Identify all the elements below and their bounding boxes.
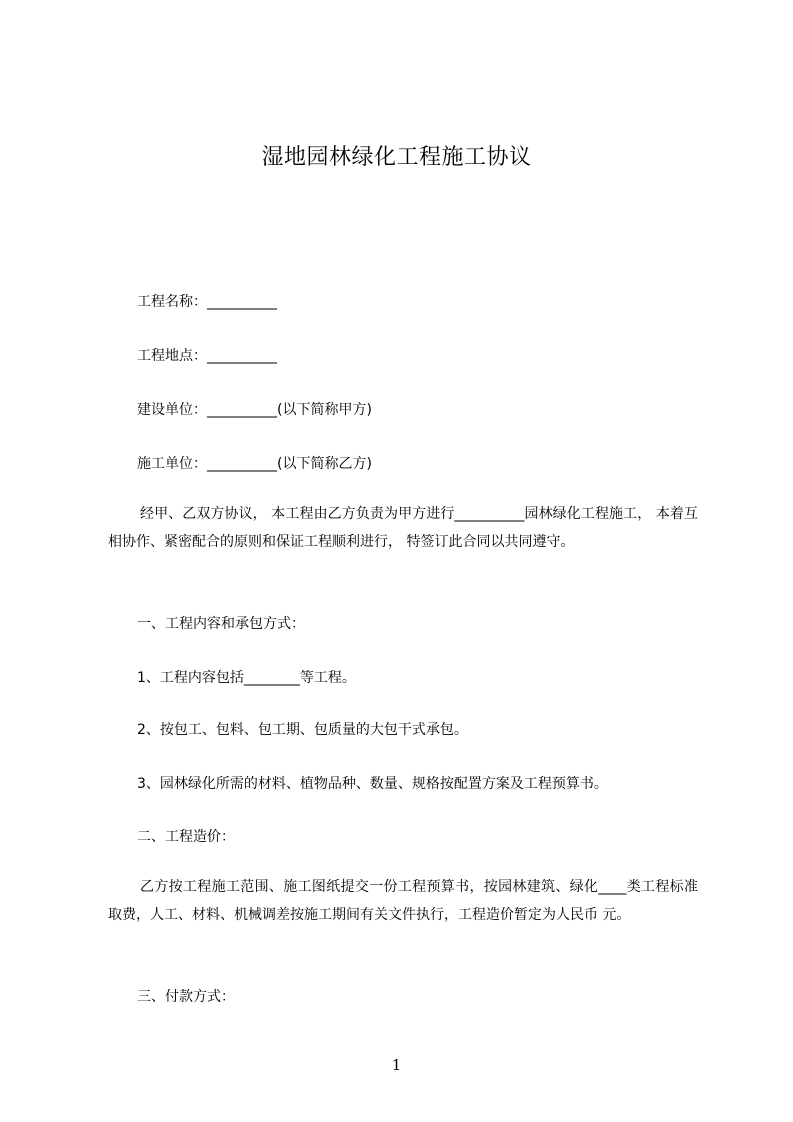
- section1-item2: 2、按包工、包料、包工期、包质量的大包干式承包。: [137, 722, 468, 738]
- party-a-field: 建设单位：__________(以下简称甲方): [137, 402, 372, 418]
- section3-heading: 三、付款方式：: [137, 989, 235, 1005]
- section2-paragraph: 乙方按工程施工范围、施工图纸提交一份工程预算书，按园林建筑、绿化____类工程标准取费，人工、材料、机械调差按施工期间有关文件执行，工程造价暂定为人民币 元。: [108, 879, 698, 923]
- page-number: 1: [391, 1056, 402, 1074]
- section1-item3: 3、园林绿化所需的材料、植物品种、数量、规格按配置方案及工程预算书。: [137, 776, 608, 792]
- intro-paragraph: 经甲、乙双方协议， 本工程由乙方负责为甲方进行__________园林绿化工程施工， 本着互相协作、紧密配合的原则和保证工程顺利进行， 特签订此合同以共同遵守。: [108, 506, 698, 550]
- project-name-field: 工程名称：__________: [137, 294, 277, 310]
- section2-heading: 二、工程造价：: [137, 829, 235, 845]
- project-location-field: 工程地点：__________: [137, 348, 277, 364]
- party-b-field: 施工单位：__________(以下简称乙方): [137, 456, 372, 472]
- document-title: 湿地园林绿化工程施工协议: [261, 145, 532, 170]
- section1-heading: 一、工程内容和承包方式：: [137, 616, 305, 632]
- section1-item1: 1、工程内容包括________等工程。: [137, 670, 356, 686]
